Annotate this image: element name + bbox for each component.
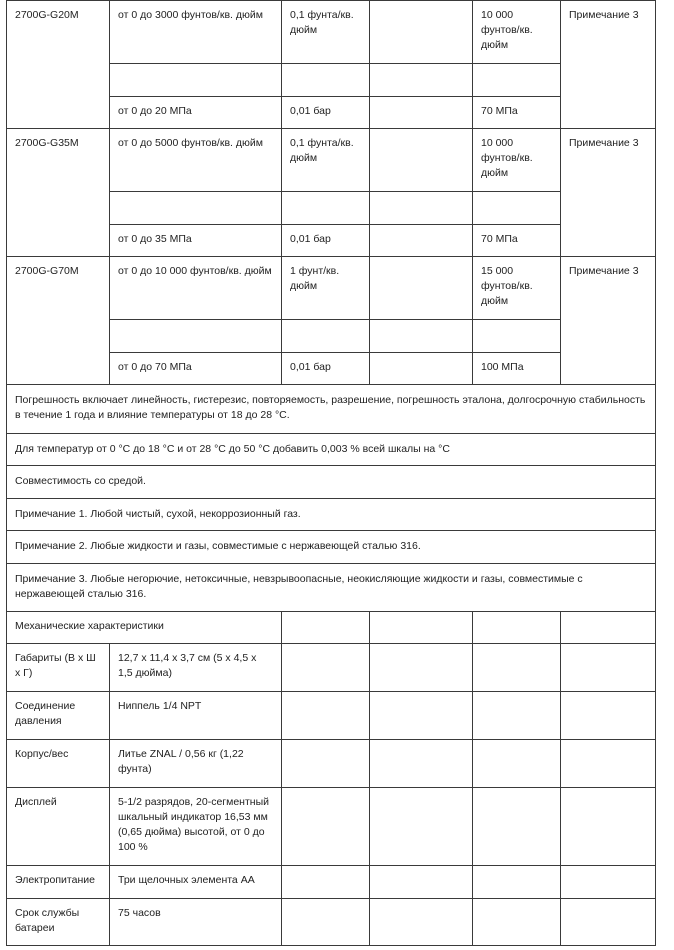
spec-value: Ниппель 1/4 NPT [110,692,282,740]
empty-cell [473,899,561,946]
empty-cell [282,899,370,946]
empty-cell [282,64,370,97]
empty-cell [282,692,370,740]
empty-cell [473,692,561,740]
empty-cell [282,320,370,353]
spec-row [7,899,656,946]
mpa-burst: 100 МПа [473,353,561,385]
empty-cell [473,740,561,788]
psi-burst: 10 000 фунтов/кв. дюйм [473,1,561,64]
empty-cell [473,192,561,225]
spec-row [7,644,656,692]
empty-cell [370,97,473,129]
empty-cell [370,612,473,644]
mechanical-header: Механические характеристики [7,612,282,644]
empty-cell [561,899,656,946]
spec-row [7,740,656,788]
note-row [7,499,656,531]
spec-label: Соединение давления [7,692,110,740]
empty-cell [110,64,282,97]
empty-cell [473,788,561,866]
empty-cell [370,866,473,899]
empty-cell [561,740,656,788]
media-compatibility: Совместимость со средой. [7,466,656,499]
spec-label: Срок службы батареи [7,899,110,946]
mpa-range: от 0 до 70 МПа [110,353,282,385]
spec-value: Литье ZNAL / 0,56 кг (1,22 фунта) [110,740,282,788]
mpa-resolution: 0,01 бар [282,97,370,129]
empty-cell [110,320,282,353]
model-row [7,129,656,192]
spec-row [7,788,656,866]
empty-cell [561,612,656,644]
spec-row [7,866,656,899]
note-row [7,466,656,499]
psi-resolution: 0,1 фунта/кв. дюйм [282,129,370,192]
empty-cell [370,225,473,257]
empty-cell [282,866,370,899]
specifications-table [6,0,656,946]
note-row [7,564,656,612]
model-name: 2700G-G70M [7,257,110,385]
spec-label: Дисплей [7,788,110,866]
empty-cell [473,320,561,353]
empty-cell [370,192,473,225]
empty-cell [282,612,370,644]
psi-range: от 0 до 10 000 фунтов/кв. дюйм [110,257,282,320]
spec-value: 12,7 x 11,4 x 3,7 см (5 x 4,5 x 1,5 дюйма) [110,644,282,692]
model-note: Примечание 3 [561,129,656,257]
psi-range: от 0 до 5000 фунтов/кв. дюйм [110,129,282,192]
empty-cell [561,692,656,740]
empty-cell [282,644,370,692]
model-note: Примечание 3 [561,1,656,129]
psi-burst: 15 000 фунтов/кв. дюйм [473,257,561,320]
empty-cell [282,788,370,866]
mpa-range: от 0 до 20 МПа [110,97,282,129]
model-row [7,1,656,64]
psi-resolution: 0,1 фунта/кв. дюйм [282,1,370,64]
empty-cell [561,788,656,866]
empty-cell [110,192,282,225]
spec-value: Три щелочных элемента AA [110,866,282,899]
empty-cell [473,644,561,692]
model-name: 2700G-G35M [7,129,110,257]
empty-cell [370,788,473,866]
spec-value: 5-1/2 разрядов, 20-сегментный шкальный индикатор 16,53 мм (0,65 дюйма) высотой, от 0 до 100 % [110,788,282,866]
spec-label: Габариты (В x Ш x Г) [7,644,110,692]
note-row [7,531,656,564]
spec-label: Корпус/вес [7,740,110,788]
mechanical-header-row [7,612,656,644]
model-note: Примечание 3 [561,257,656,385]
mpa-range: от 0 до 35 МПа [110,225,282,257]
mpa-burst: 70 МПа [473,225,561,257]
model-name: 2700G-G20M [7,1,110,129]
empty-cell [370,64,473,97]
model-row [7,257,656,320]
empty-cell [473,866,561,899]
empty-cell [561,644,656,692]
empty-cell [370,899,473,946]
empty-cell [370,320,473,353]
empty-cell [370,1,473,64]
mpa-resolution: 0,01 бар [282,225,370,257]
empty-cell [370,740,473,788]
empty-cell [473,64,561,97]
empty-cell [282,740,370,788]
empty-cell [282,192,370,225]
empty-cell [370,644,473,692]
note-row [7,385,656,434]
note-3: Примечание 3. Любые негорючие, нетоксичные, невзрывоопасные, неокисляющие жидкости и газы, совместимые с нержавеющей сталью 316. [7,564,656,612]
psi-resolution: 1 фунт/кв. дюйм [282,257,370,320]
spec-label: Электропитание [7,866,110,899]
mpa-burst: 70 МПа [473,97,561,129]
spec-value: 75 часов [110,899,282,946]
empty-cell [370,257,473,320]
empty-cell [561,866,656,899]
note-row [7,434,656,466]
temperature-note: Для температур от 0 °C до 18 °C и от 28 °C до 50 °C добавить 0,003 % всей шкалы на °C [7,434,656,466]
accuracy-note: Погрешность включает линейность, гистерезис, повторяемость, разрешение, погрешность эталона, долгосрочную стабильность в течение 1 года и влияние температуры от 18 до 28 °C. [7,385,656,434]
empty-cell [370,353,473,385]
mpa-resolution: 0,01 бар [282,353,370,385]
psi-burst: 10 000 фунтов/кв. дюйм [473,129,561,192]
empty-cell [370,129,473,192]
psi-range: от 0 до 3000 фунтов/кв. дюйм [110,1,282,64]
spec-row [7,692,656,740]
empty-cell [370,692,473,740]
note-1: Примечание 1. Любой чистый, сухой, некоррозионный газ. [7,499,656,531]
note-2: Примечание 2. Любые жидкости и газы, совместимые с нержавеющей сталью 316. [7,531,656,564]
empty-cell [473,612,561,644]
